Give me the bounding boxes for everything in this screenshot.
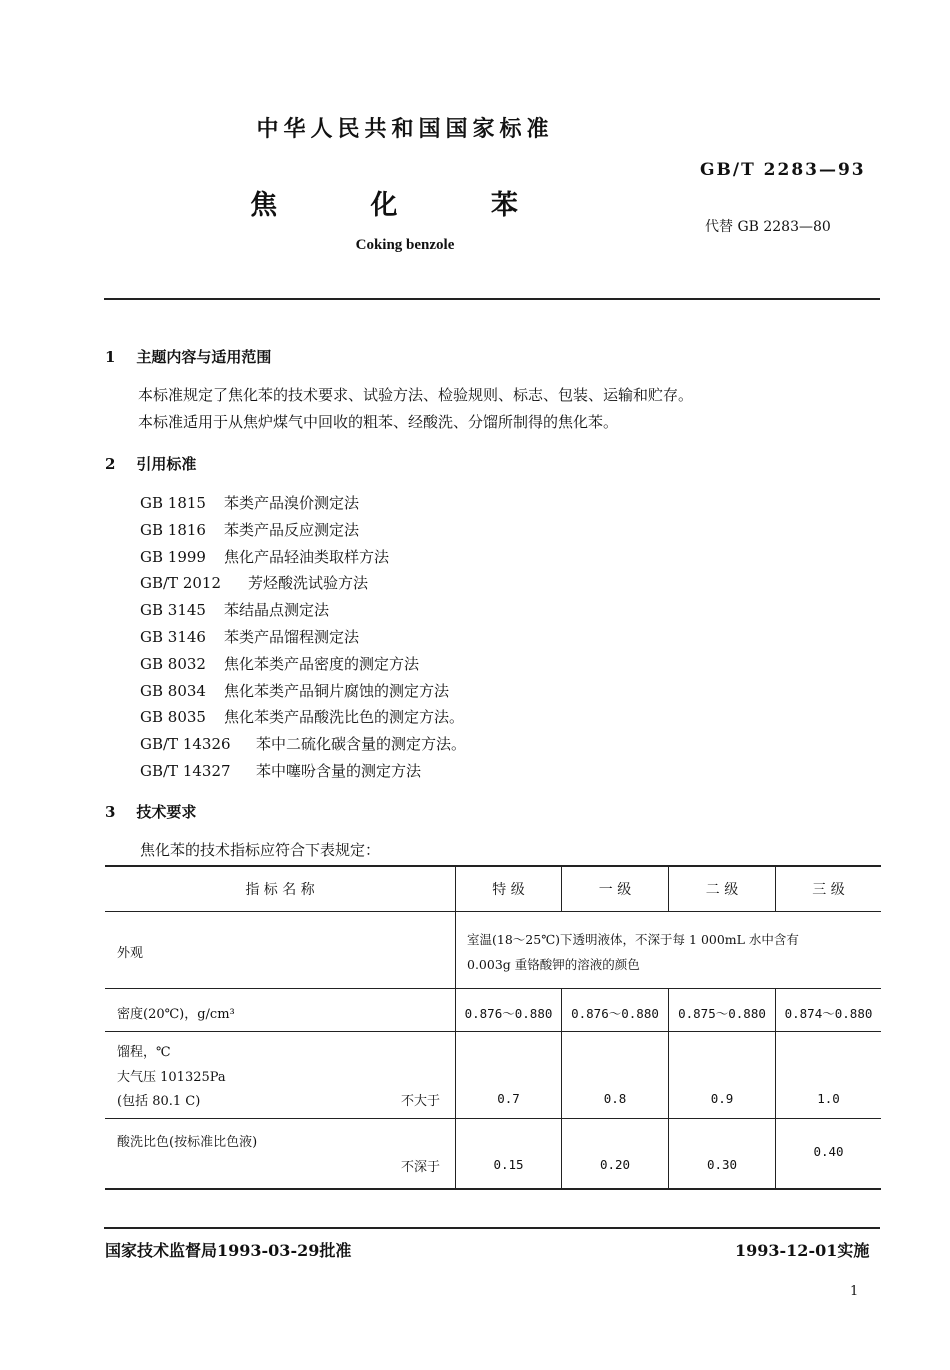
- distillation-label: 馏程，℃: [117, 1045, 171, 1060]
- distillation-grade-1: 0.8: [603, 1091, 627, 1106]
- acid-wash-qualifier: 不深于: [401, 1160, 441, 1175]
- approval-note: 国家技术监督局1993-03-29批准: [105, 1241, 352, 1260]
- document-title: 焦 化 苯: [250, 190, 560, 221]
- reference-code: GB 1815: [140, 494, 206, 512]
- reference-item: [140, 572, 368, 593]
- reference-code: GB 8035: [140, 708, 206, 726]
- reference-code: GB 3145: [140, 601, 206, 619]
- reference-code: GB 1999: [140, 548, 206, 566]
- distillation-grade-2: 0.9: [710, 1091, 734, 1106]
- distillation-pressure: 大气压 101325Pa: [117, 1070, 226, 1085]
- reference-title: 苯类产品馏程测定法: [224, 628, 360, 646]
- spec-table: [105, 865, 881, 1190]
- reference-code: GB/T 14326: [140, 735, 231, 753]
- density-premium: 0.876～0.880: [464, 1006, 553, 1021]
- section-number: 1: [105, 348, 116, 366]
- section-title: 引用标准: [136, 455, 197, 473]
- section-title: 技术要求: [136, 803, 197, 821]
- footer-divider: [104, 1227, 880, 1229]
- header-grade-premium: 特 级: [492, 882, 525, 898]
- header-grade-2: 二 级: [705, 882, 739, 898]
- document-title-en: Coking benzole: [355, 237, 455, 253]
- reference-code: GB 3146: [140, 628, 206, 646]
- table-rule: [105, 1031, 881, 1032]
- reference-title: 苯结晶点测定法: [224, 601, 330, 619]
- acid-wash-grade-3: 0.40: [813, 1144, 844, 1159]
- reference-item: [140, 680, 449, 701]
- header-grade-3: 三 级: [812, 882, 845, 898]
- section-number: 3: [105, 803, 116, 821]
- standard-code: GB/T 2283—93: [700, 160, 866, 180]
- section-title: 主题内容与适用范围: [136, 348, 272, 366]
- reference-code: GB/T 2012: [140, 574, 222, 592]
- reference-item: [140, 492, 359, 513]
- reference-code: GB/T 14327: [140, 762, 231, 780]
- table-rule: [105, 1118, 881, 1119]
- paragraph: 本标准规定了焦化苯的技术要求、试验方法、检验规则、标志、包装、运输和贮存。: [138, 386, 694, 404]
- reference-title: 焦化产品轻油类取样方法: [224, 548, 390, 566]
- reference-code: GB 1816: [140, 521, 206, 539]
- table-rule: [105, 988, 881, 989]
- acid-wash-premium: 0.15: [493, 1157, 524, 1172]
- appearance-label: 外观: [117, 946, 144, 961]
- table-intro: 焦化苯的技术指标应符合下表规定：: [140, 841, 381, 859]
- table-rule: [105, 1188, 881, 1190]
- section-3-heading: [105, 801, 196, 822]
- reference-item: [140, 599, 329, 620]
- reference-item: [140, 733, 466, 754]
- header-divider: [104, 298, 880, 300]
- distillation-qualifier: 不大于: [401, 1094, 441, 1109]
- appearance-value-line1: 室温(18～25℃)下透明液体，不深于每 1 000mL 水中含有: [467, 932, 799, 947]
- section-1-heading: [105, 346, 271, 367]
- density-grade-3: 0.874～0.880: [784, 1006, 873, 1021]
- reference-code: GB 8034: [140, 682, 206, 700]
- section-number: 2: [105, 455, 116, 473]
- density-label: 密度(20℃)，g/cm³: [117, 1007, 235, 1022]
- reference-item: [140, 546, 389, 567]
- reference-title: 芳烃酸洗试验方法: [248, 574, 369, 592]
- reference-item: [140, 626, 359, 647]
- reference-title: 苯中二硫化碳含量的测定方法。: [256, 735, 467, 753]
- reference-title: 苯类产品溴价测定法: [224, 494, 360, 512]
- reference-title: 苯类产品反应测定法: [224, 521, 360, 539]
- reference-item: [140, 519, 359, 540]
- distillation-range: (包括 80.1 C): [117, 1094, 201, 1109]
- reference-title: 苯中噻吩含量的测定方法: [256, 762, 422, 780]
- reference-item: [140, 706, 464, 727]
- table-rule: [105, 865, 881, 867]
- reference-code: GB 8032: [140, 655, 206, 673]
- header-indicator-name: 指 标 名 称: [245, 882, 315, 898]
- header-grade-1: 一 级: [598, 882, 632, 898]
- distillation-grade-3: 1.0: [817, 1091, 840, 1106]
- section-2-heading: [105, 453, 196, 474]
- density-grade-1: 0.876～0.880: [571, 1006, 659, 1021]
- reference-item: [140, 760, 421, 781]
- table-rule: [105, 911, 881, 912]
- distillation-premium: 0.7: [497, 1091, 520, 1106]
- standard-org-title: 中华人民共和国国家标准: [256, 116, 554, 142]
- reference-title: 焦化苯类产品铜片腐蚀的测定方法: [224, 682, 450, 700]
- acid-wash-grade-1: 0.20: [599, 1157, 631, 1172]
- replaces-note: 代替 GB 2283—80: [705, 219, 831, 235]
- density-grade-2: 0.875～0.880: [678, 1006, 766, 1021]
- acid-wash-label: 酸洗比色(按标准比色液): [117, 1135, 258, 1150]
- reference-title: 焦化苯类产品酸洗比色的测定方法。: [224, 708, 465, 726]
- implementation-note: 1993-12-01实施: [735, 1241, 870, 1260]
- paragraph: 本标准适用于从焦炉煤气中回收的粗苯、经酸洗、分馏所制得的焦化苯。: [138, 413, 619, 431]
- acid-wash-grade-2: 0.30: [706, 1157, 738, 1172]
- page-number: 1: [850, 1284, 859, 1299]
- table-divider: [455, 865, 456, 1190]
- reference-item: [140, 653, 419, 674]
- reference-title: 焦化苯类产品密度的测定方法: [224, 655, 420, 673]
- appearance-value-line2: 0.003g 重铬酸钾的溶液的颜色: [467, 957, 640, 972]
